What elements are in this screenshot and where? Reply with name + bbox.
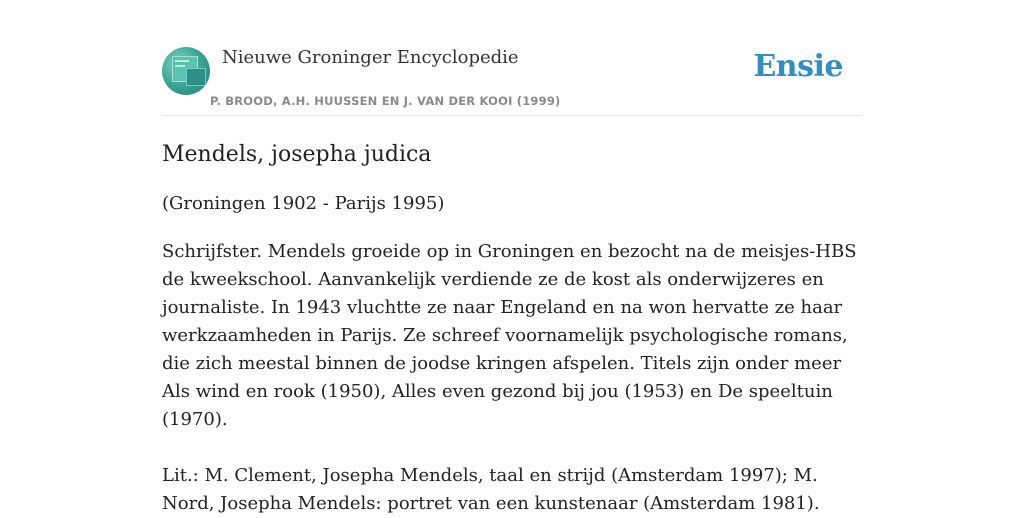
encyclopedia-cover-icon[interactable] (162, 47, 210, 95)
source-title[interactable]: Nieuwe Groninger Encyclopedie (222, 47, 519, 68)
ensie-logo[interactable]: Ensie (753, 49, 843, 84)
entry-body: Schrijfster. Mendels groeide op in Groningen en bezocht na de meisjes-HBS de kweekschool. Aanvankelijk verdiende ze de kost als onderwijzeres en journaliste. In 1943 vluchtte ze naar Engeland en na won hervatte ze haar werkzaamheden in Parijs. Ze schreef voornamelijk psychologische romans, die zich meestal binnen de joodse kringen afspelen. Titels zijn onder meer Als wind en rook (1950), Alles even gezond bij jou (1953) en De speeltuin (1970). (162, 241, 857, 430)
entry-literature: Lit.: M. Clement, Josepha Mendels, taal en strijd (Amsterdam 1997); M. Nord, Josepha Mendels: portret van een kunstenaar (Amsterdam 1981). (162, 465, 820, 514)
entry-card (162, 40, 862, 518)
entry-dates: (Groningen 1902 - Parijs 1995) (162, 193, 445, 214)
source-authors: P. BROOD, A.H. HUUSSEN EN J. VAN DER KOOI (1999) (210, 94, 561, 108)
entry-title: Mendels, josepha judica (162, 142, 432, 167)
source-header (162, 40, 862, 116)
